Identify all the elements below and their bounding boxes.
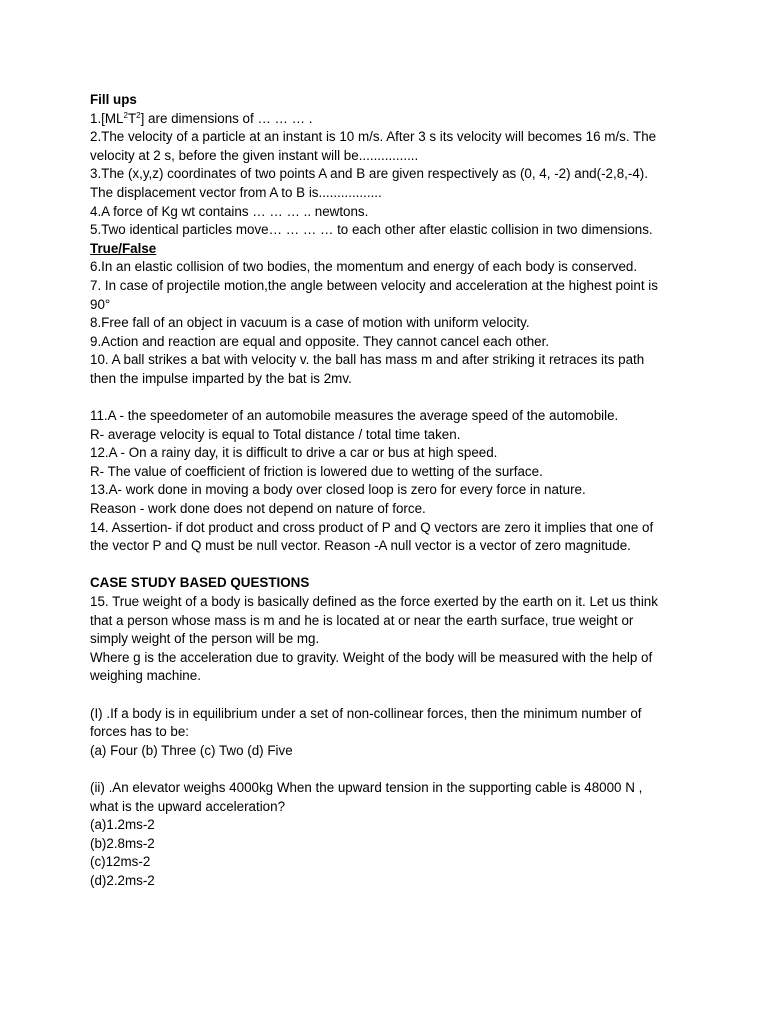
part-ii-option-b: (b)2.8ms-2 bbox=[90, 835, 155, 851]
question-5: 5.Two identical particles move… … … … to each other after elastic collision in two dimensions. bbox=[90, 222, 653, 238]
question-11-reason: R- average velocity is equal to Total distance / total time taken. bbox=[90, 426, 461, 442]
true-false-heading: True/False bbox=[90, 240, 157, 256]
question-13-reason: Reason - work done does not depend on nature of force. bbox=[90, 501, 426, 517]
spacer bbox=[90, 686, 690, 705]
q1-suffix: ] are dimensions of … … … . bbox=[140, 110, 313, 126]
case-study-heading: CASE STUDY BASED QUESTIONS bbox=[90, 575, 310, 591]
question-12-reason: R- The value of coefficient of friction is lowered due to wetting of the surface. bbox=[90, 463, 543, 479]
question-10-line-1: 10. A ball strikes a bat with velocity v. the ball has mass m and after striking it retraces its path bbox=[90, 352, 645, 368]
question-12-assertion: 12.A - On a rainy day, it is difficult to drive a car or bus at high speed. bbox=[90, 445, 498, 461]
question-4: 4.A force of Kg wt contains … … … .. newtons. bbox=[90, 203, 369, 219]
question-2-line-1: 2.The velocity of a particle at an instant is 10 m/s. After 3 s its velocity will becomes 16 m/s. The bbox=[90, 129, 657, 145]
question-13-assertion: 13.A- work done in moving a body over closed loop is zero for every force in nature. bbox=[90, 482, 586, 498]
question-3-line-2: The displacement vector from A to B is................. bbox=[90, 184, 382, 200]
question-1 bbox=[90, 110, 690, 129]
question-7-line-1: 7. In case of projectile motion,the angle between velocity and acceleration at the highest point is bbox=[90, 277, 658, 293]
spacer bbox=[90, 389, 690, 408]
part-ii-line-2: what is the upward acceleration? bbox=[90, 798, 286, 814]
part-ii-option-a: (a)1.2ms-2 bbox=[90, 817, 155, 833]
question-15-line-2: that a person whose mass is m and he is located at or near the earth surface, true weight or bbox=[90, 612, 634, 628]
part-i-line-2: forces has to be: bbox=[90, 724, 189, 740]
question-3-line-1: 3.The (x,y,z) coordinates of two points A and B are given respectively as (0, 4, -2) and(-2,8,-4). bbox=[90, 166, 648, 182]
question-14-line-2: the vector P and Q must be null vector. Reason -A null vector is a vector of zero magnitude. bbox=[90, 538, 631, 554]
question-15-line-1: 15. True weight of a body is basically defined as the force exerted by the earth on it. Let us think bbox=[90, 594, 658, 610]
question-8: 8.Free fall of an object in vacuum is a case of motion with uniform velocity. bbox=[90, 315, 530, 331]
document-page bbox=[90, 91, 690, 891]
spacer bbox=[90, 760, 690, 779]
part-ii-option-d: (d)2.2ms-2 bbox=[90, 872, 155, 888]
part-ii-option-c: (c)12ms-2 bbox=[90, 854, 151, 870]
question-2-line-2: velocity at 2 s, before the given instant will be................ bbox=[90, 147, 419, 163]
question-15-line-3: simply weight of the person will be mg. bbox=[90, 631, 320, 647]
part-ii-line-1: (ii) .An elevator weighs 4000kg When the upward tension in the supporting cable is 48000 N , bbox=[90, 779, 643, 795]
question-7-line-2: 90° bbox=[90, 296, 111, 312]
question-6: 6.In an elastic collision of two bodies, the momentum and energy of each body is conserved. bbox=[90, 259, 638, 275]
question-15-line-5: weighing machine. bbox=[90, 668, 201, 684]
question-15-line-4: Where g is the acceleration due to gravity. Weight of the body will be measured with the help of bbox=[90, 649, 653, 665]
question-14-line-1: 14. Assertion- if dot product and cross product of P and Q vectors are zero it implies that one of bbox=[90, 519, 654, 535]
question-11-assertion: 11.A - the speedometer of an automobile measures the average speed of the automobile. bbox=[90, 408, 619, 424]
fill-ups-heading: Fill ups bbox=[90, 92, 137, 107]
q1-superscript-1: 2 bbox=[123, 110, 128, 120]
q1-superscript-2: 2 bbox=[136, 110, 141, 120]
part-i-options: (a) Four (b) Three (c) Two (d) Five bbox=[90, 742, 293, 758]
q1-mid: T bbox=[127, 110, 137, 126]
question-9: 9.Action and reaction are equal and opposite. They cannot cancel each other. bbox=[90, 333, 550, 349]
part-i-line-1: (I) .If a body is in equilibrium under a set of non-collinear forces, then the minimum number of bbox=[90, 705, 642, 721]
q1-prefix: 1.[ML bbox=[90, 110, 124, 126]
spacer bbox=[90, 556, 690, 575]
question-10-line-2: then the impulse imparted by the bat is 2mv. bbox=[90, 370, 352, 386]
